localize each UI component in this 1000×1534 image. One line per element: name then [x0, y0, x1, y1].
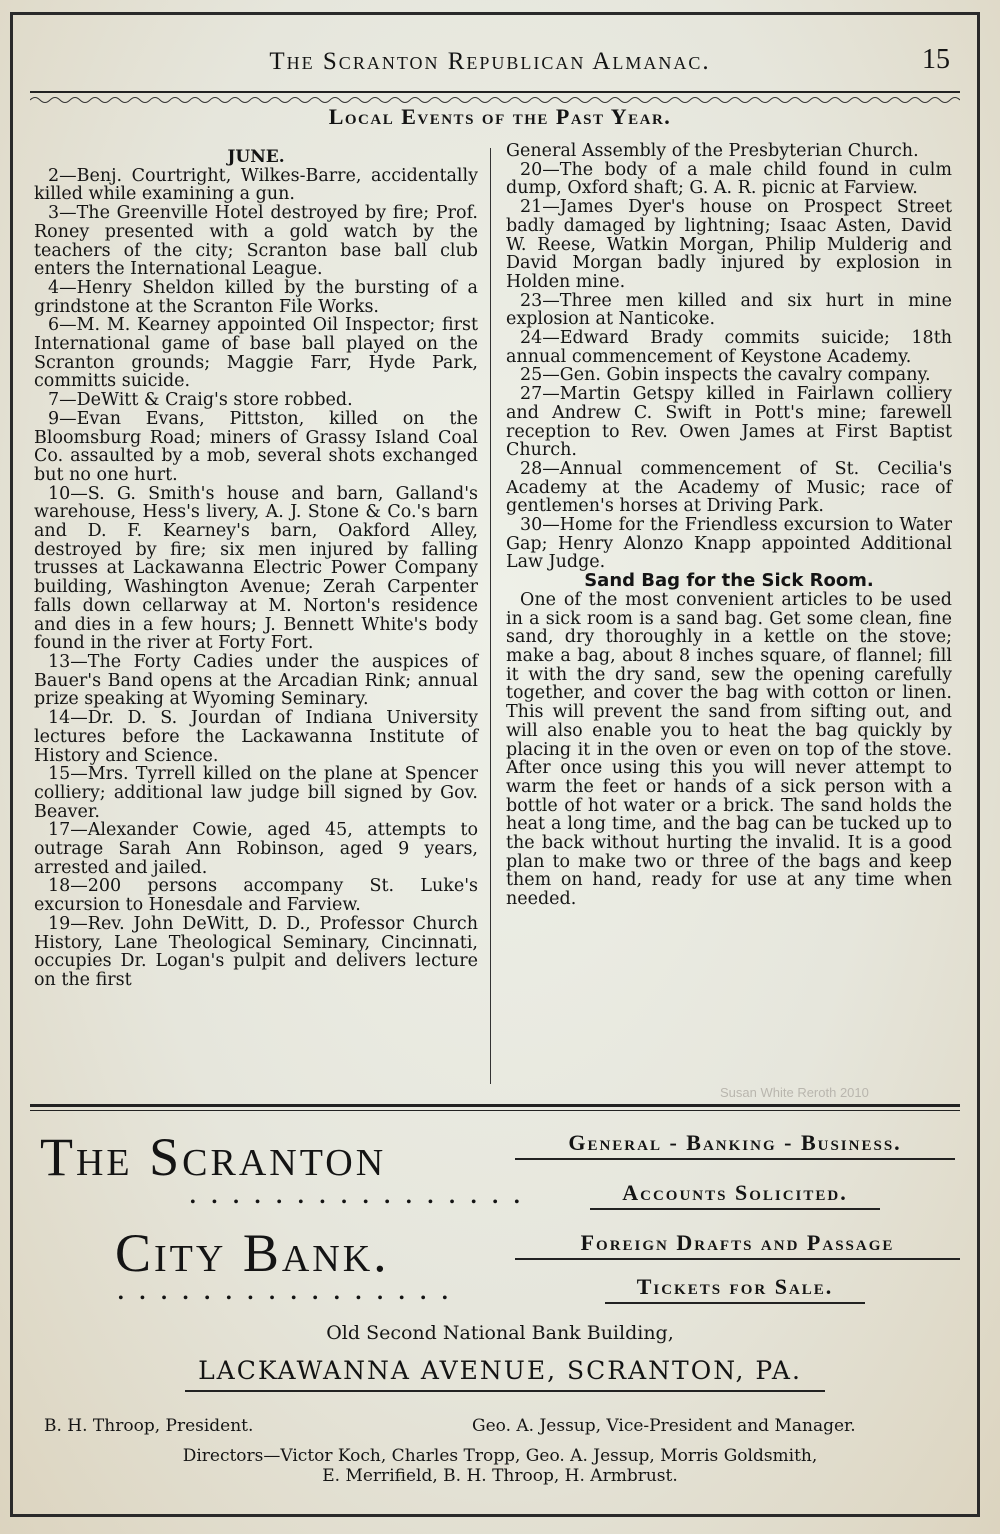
bank-president: B. H. Throop, President.: [44, 1416, 254, 1436]
sand-bag-title: Sand Bag for the Sick Room.: [584, 570, 874, 592]
bank-address: LACKAWANNA AVENUE, SCRANTON, PA.: [198, 1356, 802, 1385]
event-entry: 18—200 persons accompany St. Luke's excursion to Honesdale and Farview.: [34, 876, 478, 916]
event-entry: 7—DeWitt & Craig's store robbed.: [48, 390, 353, 411]
event-entry: 9—Evan Evans, Pittston, killed on the Bloomsburg Road; miners of Grassy Island Coal Co. assaulted by a mob, several shots exchanged but no one hurt.: [34, 408, 478, 485]
event-entry: 24—Edward Brady commits suicide; 18th annual commencement of Keystone Academy.: [506, 328, 952, 367]
event-entry: 13—The Forty Cadies under the auspices of Bauer's Band opens at the Arcadian Rink; annual prize speaking at Wyoming Seminary.: [34, 651, 478, 710]
sand-bag-text: One of the most convenient articles to be used in a sick room is a sand bag. Get some clean, fine sand, dry thoroughly in a kettle on the stove; make a bag, about 8 inches square, of flannel; fill it with the dry sand, sew the opening carefully together, and cover the bag with cotton or linen. This will prevent the sand from sifting out, and will also enable you to heat the bag quickly by placing it in the oven or even on top of the stove. After once using this you will never attempt to warm the feet or hands of a sick person with a bottle of hot water or a brick. The sand holds the heat a long time, and the bag can be tucked up to the back without hurting the invalid. It is a good plan to make two or three of the bags and keep them on hand, ready for use at any time when needed.: [506, 589, 952, 910]
bank-name-line2: City Bank.: [115, 1223, 390, 1283]
column-divider: [490, 148, 491, 1084]
dotted-ornament: • • • • • • • • • • • • • • • •: [118, 1290, 454, 1307]
month-heading: JUNE.: [227, 147, 285, 167]
header-rule: [30, 91, 960, 93]
service-line: Tickets for Sale.: [605, 1274, 865, 1304]
service-line: General - Banking - Business.: [515, 1130, 955, 1160]
bank-directors-line2: E. Merrifield, B. H. Throop, H. Armbrust.: [322, 1466, 678, 1486]
event-entry: 21—James Dyer's house on Prospect Street badly damaged by lightning; Isaac Asten, David W. Reese, Watkin Morgan, Philip Mulderig and David Morgan badly injured by explosion in Holden mine.: [506, 197, 952, 292]
page-header: [20, 44, 960, 84]
address-rule: [185, 1390, 825, 1392]
ad-top-rule-thin: [30, 1110, 960, 1111]
watermark: Susan White Reroth 2010: [720, 1085, 869, 1100]
bank-vice-president: Geo. A. Jessup, Vice-President and Manager.: [472, 1416, 856, 1436]
event-entry: 3—The Greenville Hotel destroyed by fire; Prof. Roney presented with a gold watch by the teachers of the city; Scranton base ball club enters the International League.: [34, 203, 478, 280]
section-title: Local Events of the Past Year.: [328, 104, 672, 129]
right-column: [506, 142, 952, 909]
dotted-ornament: • • • • • • • • • • • • • • • •: [190, 1194, 526, 1211]
event-entry: 4—Henry Sheldon killed by the bursting of a grindstone at the Scranton File Works.: [34, 277, 478, 317]
event-entry: 30—Home for the Friendless excursion to Water Gap; Henry Alonzo Knapp appointed Additional Law Judge.: [506, 515, 952, 573]
event-entry: 10—S. G. Smith's house and barn, Galland's warehouse, Hess's livery, A. J. Stone & Co.'s barn and D. F. Kearney's barn, Oakford Alley, destroyed by fire; six men injured by falling trusses at Lackawanna Electric Power Company building, Washington Avenue; Zerah Carpenter falls down cellarway at M. Norton's residence and dies in a few hours; J. Bennett White's body found in the river at Forty Fort.: [34, 483, 478, 654]
event-continuation: General Assembly of the Presbyterian Church.: [506, 141, 919, 161]
event-entry: 23—Three men killed and six hurt in mine explosion at Nanticoke.: [506, 290, 952, 330]
service-line: Foreign Drafts and Passage: [515, 1230, 960, 1260]
event-entry: 25—Gen. Gobin inspects the cavalry company.: [520, 365, 931, 386]
service-line: Accounts Solicited.: [590, 1180, 880, 1210]
event-entry: 6—M. M. Kearney appointed Oil Inspector; first International game of base ball played on the Scranton grounds; Maggie Farr, Hyde Park, committs suicide.: [34, 315, 478, 392]
event-entry: 14—Dr. D. S. Jourdan of Indiana University lectures before the Lackawanna Institute of History and Science.: [34, 708, 478, 766]
event-entry: 20—The body of a male child found in culm dump, Oxford shaft; G. A. R. picnic at Farview.: [506, 159, 952, 199]
event-entry: 27—Martin Getspy killed in Fairlawn colliery and Andrew C. Swift in Pott's mine; farewell reception to Rev. Owen James at First Baptist Church.: [506, 384, 952, 461]
event-entry: 28—Annual commencement of St. Cecilia's Academy at the Academy of Music; race of gentlemen's horses at Driving Park.: [506, 458, 952, 517]
left-column: [34, 148, 478, 990]
almanac-title: The Scranton Republican Almanac.: [269, 48, 711, 75]
event-entry: 2—Benj. Courtright, Wilkes-Barre, accidentally killed while examining a gun.: [34, 165, 478, 205]
bank-name-line1: The Scranton: [40, 1127, 387, 1187]
event-entry: 19—Rev. John DeWitt, D. D., Professor Church History, Lane Theological Seminary, Cincinnati, occupies Dr. Logan's pulpit and delivers lecture on the first: [34, 913, 478, 990]
bank-directors-line1: Directors—Victor Koch, Charles Tropp, Geo. A. Jessup, Morris Goldsmith,: [182, 1446, 818, 1466]
page-number: 15: [922, 44, 950, 75]
event-entry: 17—Alexander Cowie, aged 45, attempts to outrage Sarah Ann Robinson, aged 9 years, arrested and jailed.: [34, 820, 478, 878]
ad-top-rule: [30, 1104, 960, 1107]
event-entry: 15—Mrs. Tyrrell killed on the plane at Spencer colliery; additional law judge bill signed by Gov. Beaver.: [34, 764, 478, 822]
bank-building: Old Second National Bank Building,: [326, 1322, 674, 1344]
